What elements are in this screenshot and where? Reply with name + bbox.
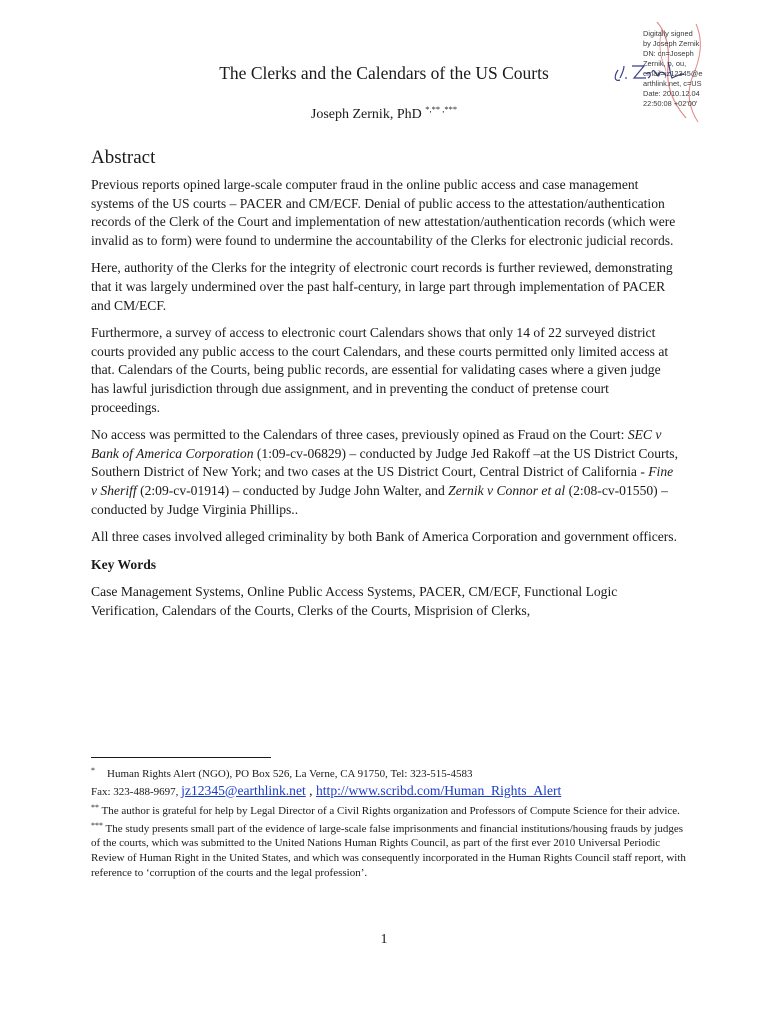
footnote-text: Human Rights Alert (NGO), PO Box 526, La Verne, CA 91750, Tel: 323-515-4583 — [107, 768, 473, 780]
author-name: Joseph Zernik, PhD — [310, 107, 422, 122]
footnote-text: The author is grateful for help by Legal Director of a Civil Rights organization and Professors of Compute Science for their advice. — [99, 804, 680, 817]
signature-line: email=jz12345@e — [643, 69, 703, 78]
fax-text: Fax: 323-488-9697, — [91, 785, 182, 798]
footnote-1 — [91, 764, 691, 782]
abstract-paragraph-1: Previous reports opined large-scale computer fraud in the online public access and case management systems of the US courts – PACER and CM/ECF. Denial of public access to the attestation/authentication records of the Clerk of the Court and implementation of new attestation/authentication records (which were invalid as to form) were found to undermine the accountability of the Clerks for electronic judicial records. — [91, 177, 676, 248]
signature-line: arthlink.net, c=US — [643, 79, 702, 88]
abstract-paragraph-3: Furthermore, a survey of access to electronic court Calendars shows that only 14 of 22 surveyed district courts provided any public access to the court Calendars, and these courts permitted only limited access at that. Calendars of the Courts, being public records, are essential for validating cases where a given judge has lawful jurisdiction through due assignment, and in preventing the conduct of pretense court proceedings. — [91, 325, 669, 415]
footnote-divider — [91, 757, 271, 758]
case-name-fine-sheriff: Fine v Sheriff — [91, 464, 674, 498]
footnote-1-contact — [91, 782, 691, 801]
keywords-heading: Key Words — [91, 556, 157, 572]
case-name-zernik-connor: Zernik v Connor et al — [448, 482, 566, 498]
abstract-paragraph-5: All three cases involved alleged criminality by both Bank of America Corporation and government officers. — [91, 529, 677, 545]
footnote-3 — [91, 819, 687, 881]
footnote-marker: * — [91, 766, 95, 775]
paragraph-text: (2:09-cv-01914) – conducted by Judge John Walter, and — [136, 482, 449, 498]
abstract-paragraph-2: Here, authority of the Clerks for the integrity of electronic court records is further reviewed, demonstrating that it was largely undermined over the past half-century, in large part through implementation of PACER and CM/ECF. — [91, 260, 673, 313]
author-line — [0, 104, 768, 123]
paragraph-text: (1:09-cv-06829) – conducted by Judge Jed Rakoff –at the US District Courts, Southern District of New York; and two cases at the US District Court, Central District of California - — [91, 445, 678, 480]
paragraph-text: No access was permitted to the Calendars of three cases, previously opined as Fraud on the Court: — [91, 427, 628, 443]
footnotes — [91, 764, 691, 881]
signature-line: DN: cn=Joseph — [643, 49, 694, 58]
footnote-2 — [91, 801, 687, 819]
author-marks: *,** ,*** — [425, 104, 458, 114]
email-link[interactable]: jz12345@earthlink.net — [181, 782, 306, 798]
abstract-heading: Abstract — [91, 147, 156, 168]
link-separator: , — [305, 782, 316, 798]
scribd-link[interactable]: http://www.scribd.com/Human_Rights_Alert — [315, 782, 562, 798]
signature-line: 22:50:08 +02'00' — [643, 99, 698, 108]
signature-line: Zernik, o, ou, — [643, 59, 687, 68]
case-name-sec-boa: SEC v Bank of America Corporation — [91, 427, 662, 461]
paragraph-text: (2:08-cv-01550) – conducted by Judge Virginia Phillips.. — [91, 482, 668, 517]
footnote-text: The study presents small part of the evidence of large-scale false imprisonments and financial institutions/housing frauds by judges of the courts, which was submitted to the United Nations Human Rights Council, as part of the first ever 2010 Universal Periodic Review of Human Right in the United States, and which was consequently incorporated in the Human Rights Council staff report, with reference to ‘corruption of the courts and the legal profession’. — [91, 822, 686, 879]
footnote-marker: ** — [91, 802, 99, 812]
signature-line: by Joseph Zernik — [643, 39, 700, 48]
footnote-marker: *** — [91, 820, 103, 830]
document-title: The Clerks and the Calendars of the US Courts — [219, 63, 549, 83]
keywords-text: Case Management Systems, Online Public Access Systems, PACER, CM/ECF, Functional Logic Verification, Calendars of the Courts, Clerks of the Courts, Misprision of Clerks, — [91, 584, 618, 618]
page-number: 1 — [380, 932, 388, 947]
main-content — [91, 146, 679, 629]
abstract-paragraph-4 — [91, 426, 679, 519]
signature-line: Digitally signed — [643, 29, 693, 38]
signature-line: Date: 2010.12.04 — [643, 89, 700, 98]
